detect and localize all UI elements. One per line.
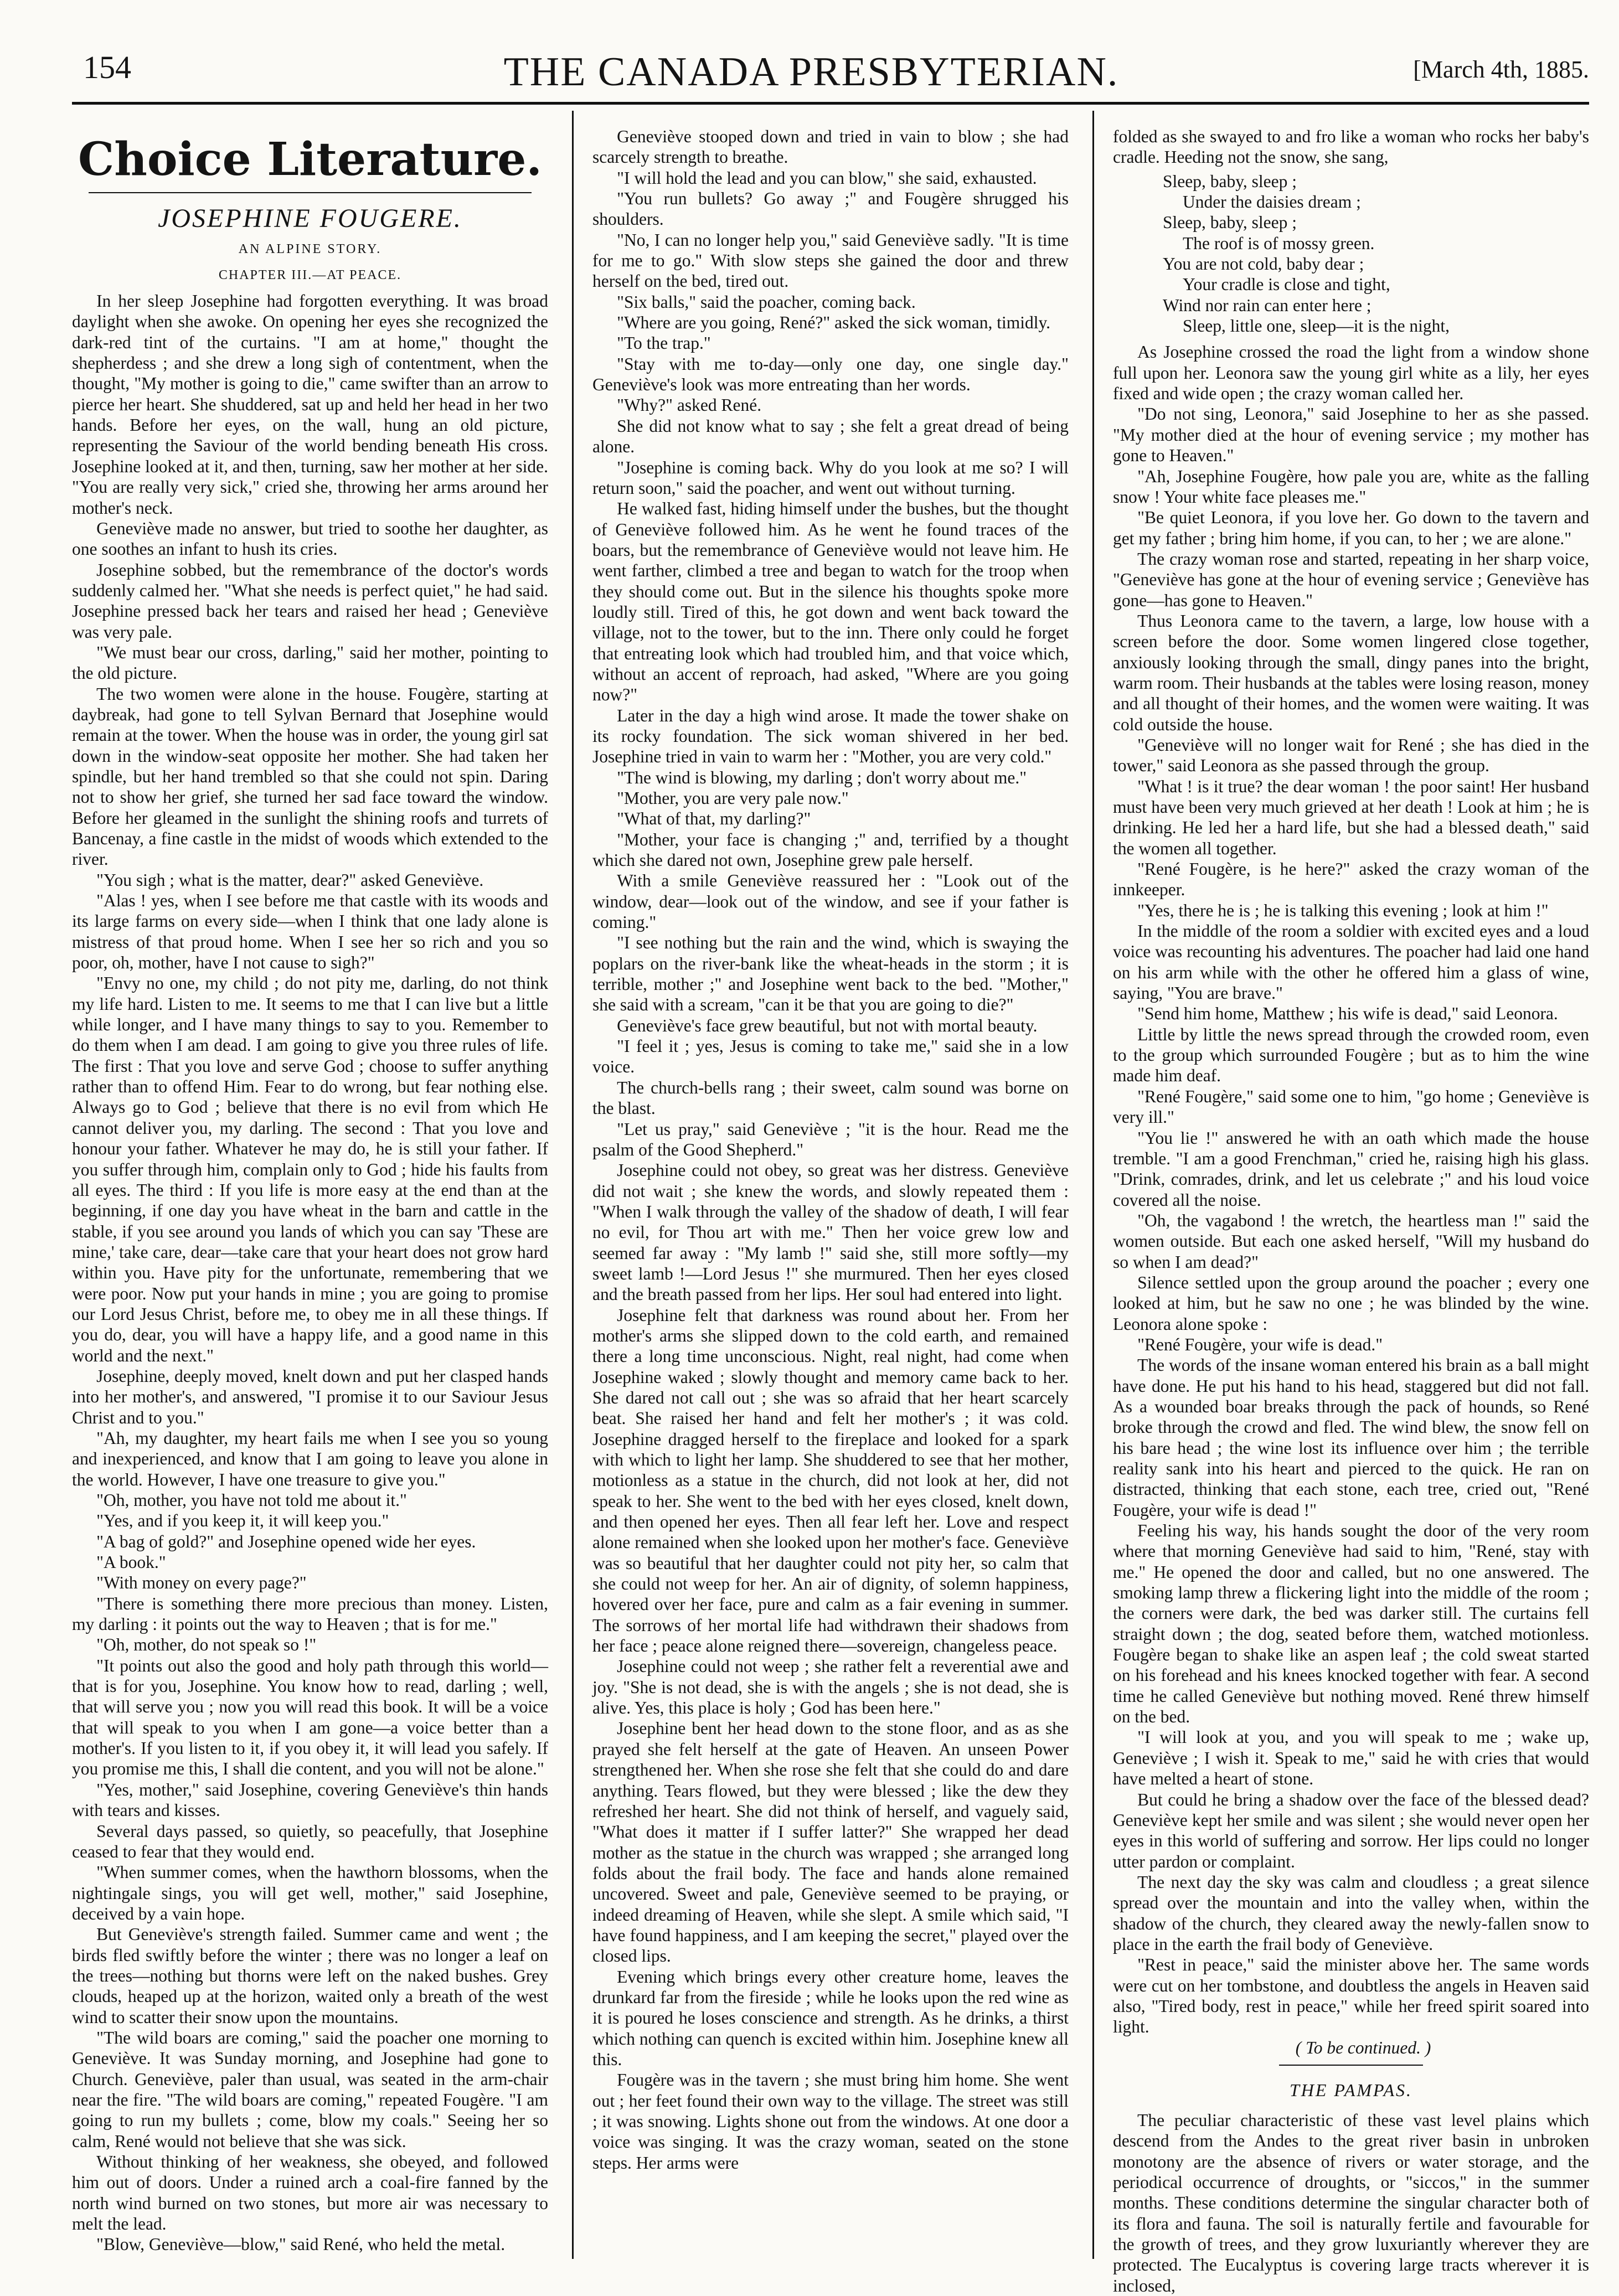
paragraph: But could he bring a shadow over the face of the blessed dead? Geneviève kept her smile and was silent ; she would never open her eyes in this world of suffering and sorrow. Her lips could no longer utter pardon or complaint. <box>1113 1789 1589 1871</box>
article-divider <box>1279 2065 1423 2066</box>
paragraph: "The wild boars are coming," said the poacher one morning to Geneviève. It was Sunday morning, and Josephine had gone to Church. Geneviève, paler than usual, was seated in the arm-chair near the fire. "The wild boars are coming," repeated Fougère. "I am going to run my bullets ; come, blow my coals." Seeing her so calm, René would not believe that she was sick. <box>72 2027 548 2151</box>
pampas-title: THE PAMPAS. <box>1289 2080 1413 2100</box>
section-rule <box>89 192 532 193</box>
story-title: JOSEPHINE FOUGERE. <box>158 204 462 234</box>
paragraph: In her sleep Josephine had forgotten everything. It was broad daylight when she awoke. On opening her eyes she recognized the dark-red tint of the curtains. "I am at home," thought the shepherdess ; and she drew a long sigh of contentment, when the thought, "My mother is going to die," came swifter than an arrow to pierce her heart. She shuddered, sat up and held her head in her two hands. Before her eyes, on the wall, hung an old picture, representing the Saviour of the world bending beneath His cross. Josephine looked at it, and then, turning, saw her mother at her side. "You are really very sick," cried she, throwing her arms around her mother's neck. <box>72 291 548 518</box>
paragraph: "The wind is blowing, my darling ; don't worry about me." <box>617 767 1027 787</box>
paragraph: He walked fast, hiding himself under the bushes, but the thought of Geneviève followed him. As he went he found traces of the boars, but the remembrance of Geneviève would not leave him. He went farther, climbed a tree and began to watch for the troop when they should come out. But in the silence his thoughts spoke more loudly still. Tired of this, he got down and went back toward the village, not to the tower, but to the inn. There only could he forget that entreating look which had troubled him, and that voice which, without an accent of reproach, had asked, "Where are you going now?" <box>592 499 1069 705</box>
paragraph: "Stay with me to-day—only one day, one single day." Geneviève's look was more entreating than her words. <box>592 354 1069 395</box>
paragraph: "Six balls," said the poacher, coming back. <box>617 292 916 312</box>
paragraph: "When summer comes, when the hawthorn blossoms, when the nightingale sings, you will get well, mother," said Josephine, deceived by a vain hope. <box>72 1862 548 1923</box>
paragraph: "With money on every page?" <box>96 1573 307 1593</box>
paragraph: "What ! is it true? the dear woman ! the poor saint! Her husband must have been very much grieved at her death ! Look at him ; he is drinking. He led her a hard life, but she had a blessed death," said the women all together. <box>1113 776 1589 858</box>
paragraph: "Oh, mother, you have not told me about it." <box>96 1490 407 1510</box>
paragraph: "Yes, and if you keep it, it will keep you." <box>96 1511 389 1531</box>
paragraph: "A book." <box>96 1552 166 1572</box>
poem-line: The roof is of mossy green. <box>1183 233 1375 253</box>
column-rule <box>1092 111 1094 2259</box>
paragraph: "Ah, my daughter, my heart fails me when I see you so young and inexperienced, and know that I am going to leave you alone in the world. However, I have one treasure to give you." <box>72 1428 548 1489</box>
paragraph: "René Fougère, your wife is dead." <box>1137 1334 1383 1354</box>
paragraph: Geneviève stooped down and tried in vain to blow ; she had scarcely strength to breathe. <box>592 127 1069 167</box>
paragraph: "A bag of gold?" and Josephine opened wide her eyes. <box>96 1531 476 1551</box>
column-3-body <box>1113 342 1589 2037</box>
paragraph: "Be quiet Leonora, if you love her. Go down to the tavern and get my father ; bring him home, if you can, to her ; we are alone." <box>1113 508 1589 548</box>
paragraph: "I will look at you, and you will speak to me ; wake up, Geneviève ; I wish it. Speak to me," said he with cries that would have melted a heart of stone. <box>1113 1727 1589 1789</box>
paragraph: Josephine sobbed, but the remembrance of the doctor's words suddenly calmed her. "What she needs is perfect quiet," he had said. Josephine pressed back her tears and raised her head ; Geneviève was very pale. <box>72 560 548 642</box>
paragraph: Josephine bent her head down to the stone floor, and as as she prayed she felt herself at the gate of Heaven. An unseen Power strengthened her. When she rose she felt that she could do and dare anything. Tears flowed, but they were blessed ; like the dew they refreshed her heart. She did not think of herself, and vaguely said, "What does it matter if I suffer latter?" She wrapped her dead mother as the statue in the church was wrapped ; she arranged long folds about the frail body. The face and hands alone remained uncovered. Sweet and pale, Geneviève seemed to be praying, or indeed dreaming of Heaven, while she slept. A smile which said, "I have found happiness, and I am keeping the secret," played over the closed lips. <box>592 1719 1069 1966</box>
paragraph: Josephine, deeply moved, knelt down and put her clasped hands into her mother's, and answered, "I promise it to our Saviour Jesus Christ and to you." <box>72 1366 548 1427</box>
paragraph: Little by little the news spread through the crowded room, even to the group which surrounded Fougère ; but as to him the wine made him deaf. <box>1113 1024 1589 1086</box>
paragraph: "Yes, there he is ; he is talking this evening ; look at him !" <box>1137 900 1549 920</box>
page-number: 154 <box>83 49 131 85</box>
paragraph: "Oh, the vagabond ! the wretch, the heartless man !" said the women outside. But each one asked herself, "Will my husband do so when I am dead?" <box>1113 1210 1589 1272</box>
lullaby-poem <box>1163 171 1589 337</box>
column-rule <box>572 111 574 2259</box>
paragraph: Thus Leonora came to the tavern, a large, low house with a screen before the door. Some women lingered close together, anxiously looking through the small, dingy panes into the bright, warm room. Their husbands at the tables were losing reason, money and all thought of their homes, and the women were waiting. It was cold outside the house. <box>1113 611 1589 734</box>
paragraph: Fougère was in the tavern ; she must bring him home. She went out ; her feet found their own way to the village. The street was still ; it was snowing. Lights shone out from the windows. At one door a voice was singing. It was the crazy woman, seated on the stone steps. Her arms were <box>592 2070 1069 2173</box>
paragraph: folded as she swayed to and fro like a woman who rocks her baby's cradle. Heeding not the snow, she sang, <box>1113 127 1589 167</box>
columns <box>72 111 1589 2295</box>
poem-line: Under the daisies dream ; <box>1183 192 1361 212</box>
paragraph: "There is something there more precious than money. Listen, my darling : it points out the way to Heaven ; that is for me." <box>72 1593 548 1634</box>
poem-line: Your cradle is close and tight, <box>1183 275 1390 295</box>
paragraph: Geneviève's face grew beautiful, but not with mortal beauty. <box>617 1015 1038 1035</box>
paragraph: "Why?" asked René. <box>617 395 762 415</box>
issue-date: [March 4th, 1885. <box>1413 56 1589 83</box>
paragraph: "Do not sing, Leonora," said Josephine to her as she passed. "My mother died at the hour of evening service ; my mother has gone to Heaven." <box>1113 404 1589 466</box>
newspaper-page <box>22 10 1600 2295</box>
paragraph: The two women were alone in the house. Fougère, starting at daybreak, had gone to tell Sylvan Bernard that Josephine would remain at the tower. When the house was in order, the young girl sat down in the window-seat opposite her mother. She had taken her spindle, but her hand trembled so that she could not spin. Daring not to show her grief, she turned her sad face toward the window. Before her gleamed in the sunlight the shining roofs and turrets of Bancenay, a fine castle in the midst of woods which extended to the river. <box>72 684 548 869</box>
paragraph: "I feel it ; yes, Jesus is coming to take me," said she in a low voice. <box>592 1036 1069 1077</box>
poem-line: Sleep, baby, sleep ; <box>1163 213 1297 233</box>
masthead <box>22 10 1600 95</box>
column-1-body <box>72 291 548 2255</box>
newspaper-title: THE CANADA PRESBYTERIAN. <box>503 49 1119 95</box>
paragraph: "Ah, Josephine Fougère, how pale you are, white as the falling snow ! Your white face pleases me." <box>1113 466 1589 507</box>
poem-line: Sleep, little one, sleep—it is the night, <box>1183 316 1450 336</box>
paragraph: Without thinking of her weakness, she obeyed, and followed him out of doors. Under a ruined arch a coal-fire fanned by the north wind burned on two stones, but more air was necessary to melt the lead. <box>72 2152 548 2234</box>
paragraph: The next day the sky was calm and cloudless ; a great silence spread over the mountain and into the valley when, within the shadow of the church, they cleared away the newly-fallen snow to place in the earth the frail body of Geneviève. <box>1113 1872 1589 1954</box>
paragraph: "You sigh ; what is the matter, dear?" asked Geneviève. <box>96 870 484 890</box>
to-be-continued: ( To be continued. ) <box>1295 2037 1431 2057</box>
paragraph: "I will hold the lead and you can blow," she said, exhausted. <box>617 168 1037 188</box>
paragraph: The crazy woman rose and started, repeating in her sharp voice, "Geneviève has gone at the hour of evening service ; Geneviève has gone—has gone to Heaven." <box>1113 549 1589 610</box>
column-3 <box>1113 126 1589 2295</box>
column-2-body <box>592 126 1069 2173</box>
column-1 <box>72 126 548 2258</box>
paragraph: "René Fougère, is he here?" asked the crazy woman of the innkeeper. <box>1113 859 1589 900</box>
paragraph: Josephine could not weep ; she rather felt a reverential awe and joy. "She is not dead, she is with the angels ; she is not dead, she is alive. Yes, this place is holy ; God has been here." <box>592 1657 1069 1718</box>
paragraph: Evening which brings every other creature home, leaves the drunkard far from the fireside ; while he looks upon the red wine as it is poured he loses conscience and strength. As he drinks, a thirst which nothing can quench is excited within him. Josephine knew all this. <box>592 1967 1069 2069</box>
paragraph: Josephine could not obey, so great was her distress. Geneviève did not wait ; she knew the words, and slowly repeated them : "When I walk through the valley of the shadow of death, I will fear no evil, for Thou art with me." Then her voice grew low and seemed far away : "My lamb !" said she, still more softly—my sweet lamb !—Lord Jesus !" she murmured. Then her eyes closed and the breath passed from her lips. Her soul had entered into light. <box>592 1160 1069 1304</box>
paragraph: "Rest in peace," said the minister above her. The same words were cut on her tombstone, and doubtless the angels in Heaven said also, "Tired body, rest in peace," while her freed spirit soared into light. <box>1113 1955 1589 2037</box>
paragraph: "You lie !" answered he with an oath which made the house tremble. "I am a good Frenchman," cried he, raising high his glass. "Drink, comrades, drink, and let us celebrate ;" and his loud voice covered all the noise. <box>1113 1128 1589 1210</box>
paragraph: "Send him home, Matthew ; his wife is dead," said Leonora. <box>1137 1004 1558 1024</box>
paragraph: Josephine felt that darkness was round about her. From her mother's arms she slipped down to the cold earth, and remained there a long time unconscious. Night, real night, had come when Josephine waked ; slowly thought and memory came back to her. She dared not call out ; she was so afraid that her heart scarcely beat. She raised her hand and felt her mother's ; it was cold. Josephine dragged herself to the fireplace and looked for a spark with which to light her lamp. She shuddered to see that her mother, motionless as a statue in the church, did not look at her, did not speak to her. She went to the bed with her eyes closed, knelt down, and then opened her eyes. Then all fear left her. Love and respect alone remained when she looked upon her mother's face. Geneviève was so beautiful that her daughter could not pity her, so calm that she could not weep for her. An air of dignity, of solemn happiness, hovered over her face, pure and calm as a fair evening in summer. The sorrows of her mortal life had withdrawn their shadows from her face ; peace alone reigned there—sovereign, changeless peace. <box>592 1305 1069 1656</box>
paragraph: "You run bullets? Go away ;" and Fougère shrugged his shoulders. <box>592 189 1069 229</box>
paragraph: "Yes, mother," said Josephine, covering Geneviève's thin hands with tears and kisses. <box>72 1779 548 1820</box>
paragraph: "We must bear our cross, darling," said her mother, pointing to the old picture. <box>72 642 548 683</box>
paragraph: With a smile Geneviève reassured her : "Look out of the window, dear—look out of the window, and see if your father is coming." <box>592 871 1069 932</box>
poem-line: You are not cold, baby dear ; <box>1163 254 1364 274</box>
paragraph: "What of that, my darling?" <box>617 809 811 829</box>
column-2 <box>592 126 1069 2258</box>
paragraph: "Geneviève will no longer wait for René ; she has died in the tower," said Leonora as she passed through the group. <box>1113 735 1589 776</box>
paragraph: "Josephine is coming back. Why do you look at me so? I will return soon," said the poacher, and went out without turning. <box>592 457 1069 498</box>
paragraph: "Blow, Geneviève—blow," said René, who held the metal. <box>96 2235 506 2254</box>
chapter-heading: CHAPTER III.—AT PEACE. <box>218 267 402 282</box>
paragraph: Later in the day a high wind arose. It made the tower shake on its rocky foundation. The sick woman shivered in her bed. Josephine tried in vain to warm her : "Mother, you are very cold." <box>592 705 1069 767</box>
poem-line: Sleep, baby, sleep ; <box>1163 171 1297 191</box>
paragraph: "René Fougère," said some one to him, "go home ; Geneviève is very ill." <box>1113 1086 1589 1127</box>
paragraph: The words of the insane woman entered his brain as a ball might have done. He put his hand to his head, staggered but did not fall. As a wounded boar breaks through the pack of hounds, so René broke through the crowd and fled. The wind blew, the snow fell on his bare head ; the wine lost its influence over him ; the terrible reality sank into his heart and pierced to the quick. He ran on distracted, thinking that each stone, each tree, cried out, "René Fougère, your wife is dead !" <box>1113 1355 1589 1520</box>
paragraph: Feeling his way, his hands sought the door of the very room where that morning Geneviève had said to him, "René, stay with me." He opened the door and called, but no one answered. The smoking lamp threw a flickering light into the middle of the room ; the corners were dark, the bed was darker still. The curtains fell straight down ; the dog, seated before them, watched motionless. Fougère began to shake like an aspen leaf ; the cold sweat started on his forehead and his knees knocked together with fear. A second time he called Geneviève but nothing moved. René threw himself on the bed. <box>1113 1521 1589 1727</box>
paragraph: Silence settled upon the group around the poacher ; every one looked at him, but he saw no one ; he was blinded by the wine. Leonora alone spoke : <box>1113 1272 1589 1334</box>
masthead-rule <box>72 102 1589 105</box>
pampas-paragraph: The peculiar characteristic of these vast level plains which descend from the Andes to the great river basin in unbroken monotony are the absence of rivers or water storage, and the periodical occurrence of droughts, or "siccos," in the summer months. These conditions determine the singular character both of its flora and fauna. The soil is naturally fertile and favourable for the growth of trees, and they grow luxuriantly wherever they are protected. The Eucalyptus is covering large tracts wherever it is inclosed, <box>1113 2110 1589 2295</box>
paragraph: Geneviève made no answer, but tried to soothe her daughter, as one soothes an infant to hush its cries. <box>72 518 548 559</box>
paragraph: Several days passed, so quietly, so peacefully, that Josephine ceased to fear that they would end. <box>72 1821 548 1861</box>
section-title: Choice Literature. <box>78 133 542 186</box>
paragraph: As Josephine crossed the road the light from a window shone full upon her. Leonora saw the young girl white as a lily, her eyes fixed and wide open ; the crazy woman called her. <box>1113 342 1589 404</box>
paragraph: "Where are you going, René?" asked the sick woman, timidly. <box>617 313 1051 333</box>
paragraph: The church-bells rang ; their sweet, calm sound was borne on the blast. <box>592 1077 1069 1118</box>
paragraph: She did not know what to say ; she felt a great dread of being alone. <box>592 416 1069 457</box>
paragraph: "To the trap." <box>617 333 711 353</box>
paragraph: "Envy no one, my child ; do not pity me, darling, do not think my life hard. Listen to me. It seems to me that I can live but a little while longer, and I have many things to say to you. Remember to do them when I am dead. I am going to give you three rules of life. The first : That you love and serve God ; choose to suffer anything rather than to offend Him. Fear to do wrong, but fear nothing else. Always go to God ; believe that there is no evil from which He cannot deliver you, my darling. The second : That you love and honour your father. Whatever he may do, he is still your father. If you suffer through him, complain only to God ; hide his faults from all eyes. The third : If you life is more easy at the end than at the beginning, if one day you have wheat in the barn and cattle in the stable, if you see around you lands of which you can say 'These are mine,' take care, dear—take care that your heart does not grow hard within you. Have pity for the unfortunate, remembering that we were poor. Now put your hands in mine ; you are going to promise our Lord Jesus Christ, before me, to obey me in all these things. If you do, dear, you will have a happy life, and a good name in this world and the next." <box>72 973 548 1365</box>
poem-line: Wind nor rain can enter here ; <box>1163 295 1371 315</box>
paragraph: "Oh, mother, do not speak so !" <box>96 1635 317 1655</box>
paragraph: "Mother, you are very pale now." <box>617 788 849 808</box>
paragraph: In the middle of the room a soldier with excited eyes and a loud voice was recounting his adventures. The poacher had laid one hand on his arm while with the other he offered him a glass of wine, saying, "You are brave." <box>1113 921 1589 1003</box>
paragraph: "It points out also the good and holy path through this world—that is for you, Josephine. You know how to read, darling ; well, that will serve you ; now you will read this book. It will be a voice that will speak to you when I am gone—a voice better than a mother's. If you listen to it, if you obey it, it will lead you safely. If you promise me this, I shall die content, and you will not be alone." <box>72 1655 548 1779</box>
paragraph: "Mother, your face is changing ;" and, terrified by a thought which she dared not own, Josephine grew pale herself. <box>592 829 1069 870</box>
paragraph: "I see nothing but the rain and the wind, which is swaying the poplars on the river-bank like the wheat-heads in the storm ; it is terrible, mother ;" and Josephine went back to the bed. "Mother," she said with a scream, "can it be that you are going to die?" <box>592 933 1069 1015</box>
story-subtitle: AN ALPINE STORY. <box>238 242 382 257</box>
paragraph: "No, I can no longer help you," said Geneviève sadly. "It is time for me to go." With slow steps she gained the door and threw herself on the bed, tired out. <box>592 230 1069 291</box>
paragraph: "Let us pray," said Geneviève ; "it is the hour. Read me the psalm of the Good Shepherd." <box>592 1119 1069 1159</box>
paragraph: But Geneviève's strength failed. Summer came and went ; the birds fled swiftly before the winter ; there was no longer a leaf on the trees—nothing but thorns were left on the naked bushes. Grey clouds, heaped up at the horizon, waited only a breath of the west wind to scatter their snow upon the mountains. <box>72 1924 548 2027</box>
paragraph: "Alas ! yes, when I see before me that castle with its woods and its large farms on every side—when I think that one lady alone is mistress of that proud home. When I see her so rich and you so poor, oh, mother, have I not cause to sigh?" <box>72 891 548 973</box>
